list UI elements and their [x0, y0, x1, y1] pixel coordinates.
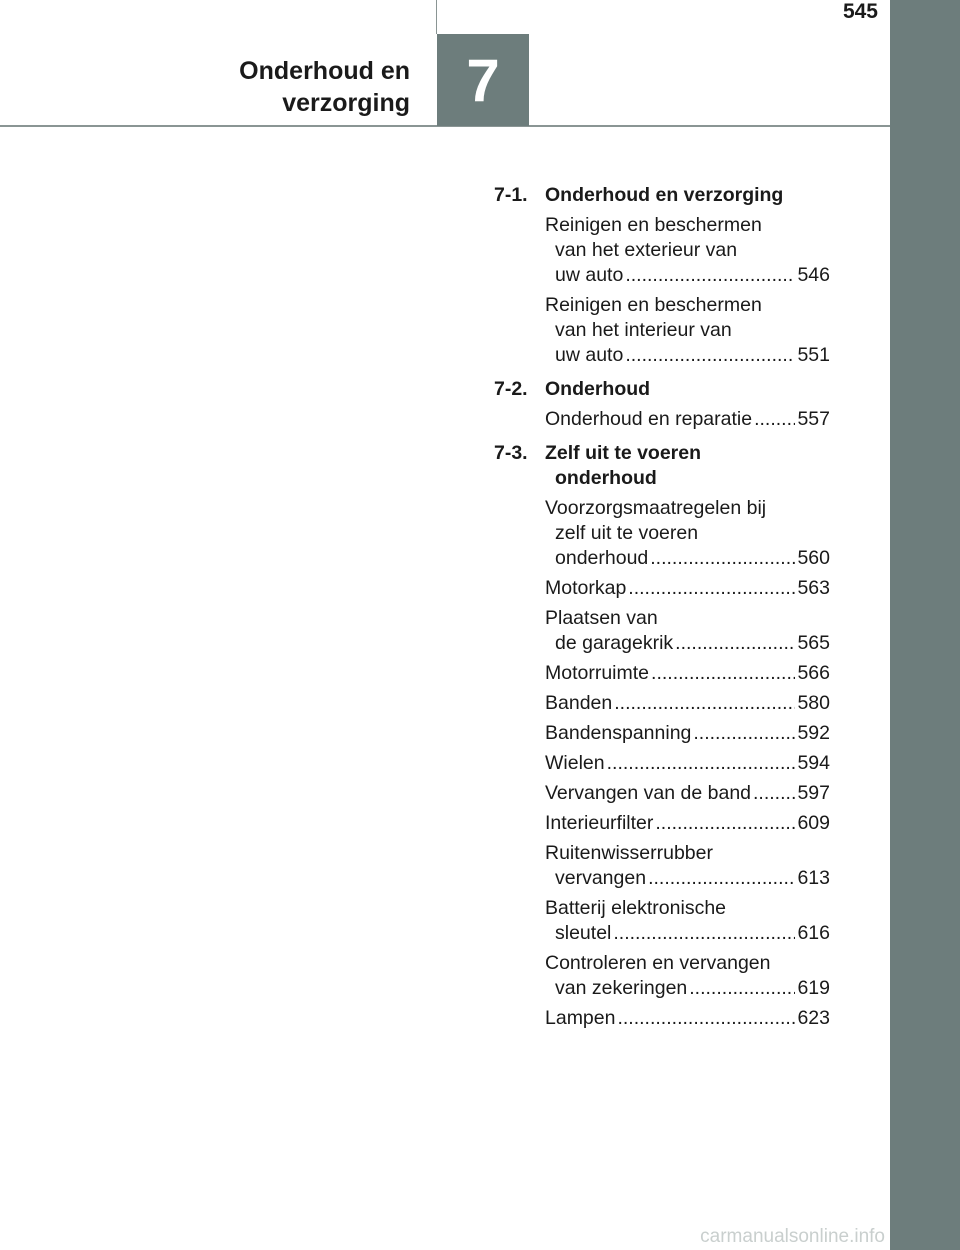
- section-title-line: onderhoud: [555, 467, 657, 489]
- chapter-number-badge: 7: [437, 34, 529, 126]
- toc-entry[interactable]: [545, 811, 830, 836]
- entry-text-line: vervangen: [555, 867, 647, 889]
- page-reference[interactable]: 609: [797, 812, 830, 834]
- entry-text-line: Bandenspanning: [545, 722, 692, 744]
- entry-text-line: uw auto: [555, 344, 624, 366]
- entry-last-line: [545, 691, 830, 716]
- dot-leader: [753, 781, 795, 806]
- header-divider-vertical: [436, 0, 437, 34]
- entry-last-line: [545, 751, 830, 776]
- entry-text-line: van zekeringen: [555, 977, 688, 999]
- page-reference[interactable]: 616: [797, 922, 830, 944]
- dot-leader: [754, 407, 795, 432]
- toc-entry[interactable]: [545, 606, 830, 656]
- entry-last-line: [545, 921, 830, 946]
- page-reference[interactable]: 580: [797, 692, 830, 714]
- entry-text-line: Vervangen van de band: [545, 782, 752, 804]
- section-number: 7-3.: [494, 442, 528, 464]
- toc-entry[interactable]: [545, 213, 830, 288]
- section-title: [545, 183, 830, 208]
- dot-leader: [628, 576, 795, 601]
- section-title: [545, 377, 830, 402]
- page-number: 545: [842, 0, 878, 23]
- entry-last-line: [545, 976, 830, 1001]
- entry-last-line: [545, 631, 830, 656]
- entry-text-line: Reinigen en beschermen: [545, 214, 762, 236]
- entry-last-line: [545, 546, 830, 571]
- entry-text-line: Banden: [545, 692, 613, 714]
- entry-last-line: [545, 811, 830, 836]
- entry-last-line: [545, 721, 830, 746]
- entry-text-line: Plaatsen van: [545, 607, 658, 629]
- chapter-title-line: Onderhoud en: [239, 57, 410, 85]
- entry-text-line: Batterij elektronische: [545, 897, 727, 919]
- toc-entry[interactable]: [545, 751, 830, 776]
- dot-leader: [625, 343, 795, 368]
- section-title-line: Zelf uit te voeren: [545, 442, 702, 464]
- entry-text-line: sleutel: [555, 922, 612, 944]
- entry-text-line: Controleren en vervangen: [545, 952, 771, 974]
- section-heading: [494, 441, 830, 491]
- page-reference[interactable]: 592: [797, 722, 830, 744]
- dot-leader: [607, 751, 796, 776]
- section-heading: [494, 377, 830, 402]
- entry-text-line: van het exterieur van: [555, 239, 738, 261]
- entry-text-line: Motorkap: [545, 577, 627, 599]
- entry-text-line: Voorzorgsmaatregelen bij: [545, 497, 767, 519]
- entry-last-line: [545, 407, 830, 432]
- page-reference[interactable]: 565: [797, 632, 830, 654]
- dot-leader: [693, 721, 795, 746]
- entry-text-line: de garagekrik: [555, 632, 674, 654]
- page-reference[interactable]: 560: [797, 547, 830, 569]
- entry-text-line: Ruitenwisserrubber: [545, 842, 713, 864]
- page-reference[interactable]: 613: [797, 867, 830, 889]
- page-reference[interactable]: 597: [797, 782, 830, 804]
- toc-entry[interactable]: [545, 496, 830, 571]
- toc-entry[interactable]: [545, 951, 830, 1001]
- table-of-contents: [494, 183, 830, 1040]
- section-number: 7-1.: [494, 184, 528, 206]
- watermark: carmanualsonline.info: [700, 1226, 885, 1247]
- toc-section: [494, 377, 830, 432]
- entry-text-line: van het interieur van: [555, 319, 732, 341]
- section-title-line: Onderhoud en verzorging: [545, 184, 784, 206]
- entry-text-line: Wielen: [545, 752, 605, 774]
- toc-entry[interactable]: [545, 721, 830, 746]
- entry-last-line: [545, 263, 830, 288]
- page-reference[interactable]: 551: [797, 344, 830, 366]
- entry-text-line: onderhoud: [555, 547, 649, 569]
- page-reference[interactable]: 546: [797, 264, 830, 286]
- dot-leader: [651, 661, 795, 686]
- toc-entry[interactable]: [545, 661, 830, 686]
- dot-leader: [625, 263, 795, 288]
- section-number: 7-2.: [494, 378, 528, 400]
- toc-entry[interactable]: [545, 576, 830, 601]
- toc-section: [494, 441, 830, 1031]
- toc-entry[interactable]: [545, 1006, 830, 1031]
- entry-text-line: uw auto: [555, 264, 624, 286]
- dot-leader: [675, 631, 795, 656]
- page-reference[interactable]: 619: [797, 977, 830, 999]
- entry-text-line: Lampen: [545, 1007, 616, 1029]
- entry-last-line: [545, 661, 830, 686]
- entry-last-line: [545, 1006, 830, 1031]
- dot-leader: [650, 546, 795, 571]
- dot-leader: [613, 921, 795, 946]
- dot-leader: [689, 976, 795, 1001]
- page-reference[interactable]: 563: [797, 577, 830, 599]
- page-reference[interactable]: 557: [797, 408, 830, 430]
- section-heading: [494, 183, 830, 208]
- page-reference[interactable]: 623: [797, 1007, 830, 1029]
- section-title-line: Onderhoud: [545, 378, 651, 400]
- chapter-side-bar: [890, 0, 960, 1250]
- entry-text-line: Onderhoud en reparatie: [545, 408, 753, 430]
- chapter-title: [239, 55, 410, 119]
- chapter-title-line: verzorging: [282, 89, 410, 117]
- toc-entry[interactable]: [545, 896, 830, 946]
- entry-last-line: [545, 781, 830, 806]
- entry-text-line: Motorruimte: [545, 662, 650, 684]
- dot-leader: [614, 691, 795, 716]
- dot-leader: [617, 1006, 795, 1031]
- page-reference[interactable]: 594: [797, 752, 830, 774]
- toc-entry[interactable]: [545, 841, 830, 891]
- entry-text-line: zelf uit te voeren: [555, 522, 699, 544]
- toc-entry[interactable]: [545, 407, 830, 432]
- toc-entry[interactable]: [545, 691, 830, 716]
- entry-last-line: [545, 343, 830, 368]
- entry-text-line: Interieurfilter: [545, 812, 654, 834]
- toc-entry[interactable]: [545, 781, 830, 806]
- section-title: [545, 441, 830, 491]
- toc-entry[interactable]: [545, 293, 830, 368]
- entry-last-line: [545, 576, 830, 601]
- toc-section: [494, 183, 830, 368]
- page-reference[interactable]: 566: [797, 662, 830, 684]
- dot-leader: [648, 866, 795, 891]
- entry-text-line: Reinigen en beschermen: [545, 294, 762, 316]
- entry-last-line: [545, 866, 830, 891]
- dot-leader: [655, 811, 795, 836]
